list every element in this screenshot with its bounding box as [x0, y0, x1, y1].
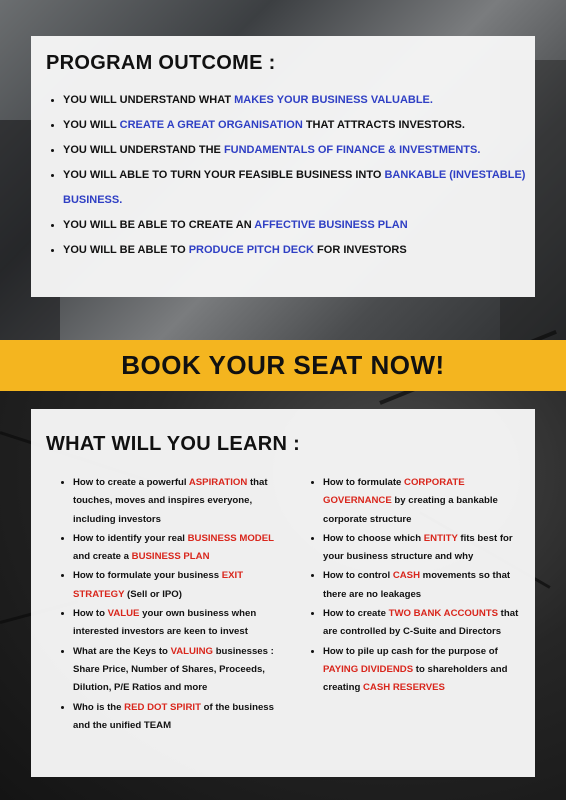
learn-highlight: RED DOT SPIRIT: [124, 701, 201, 713]
outcome-highlight: FUNDAMENTALS OF FINANCE & INVESTMENTS.: [223, 144, 481, 156]
learn-highlight: ASPIRATION: [188, 477, 248, 488]
learn-list-right: [309, 473, 533, 698]
learn-item: [73, 473, 285, 529]
learn-card: [31, 409, 535, 777]
learn-text: How to formulate: [323, 477, 405, 488]
learn-highlight: TWO BANK ACCOUNTS: [388, 608, 499, 620]
outcome-highlight: BANKABLE (INVESTABLE) BUSINESS.: [63, 169, 526, 206]
learn-highlight: ENTITY: [423, 532, 458, 544]
learn-item: [73, 604, 285, 642]
outcome-item: [63, 163, 547, 213]
learn-text: How to formulate your business: [73, 570, 222, 582]
outcome-item: [63, 138, 547, 163]
learn-text: and create a: [73, 551, 132, 563]
learn-highlight: CASH RESERVES: [363, 682, 445, 694]
outcome-text: YOU WILL: [63, 119, 120, 131]
learn-highlight: EXIT STRATEGY: [73, 570, 244, 600]
outcome-text: YOU WILL UNDERSTAND THE: [63, 144, 224, 156]
learn-item: [323, 529, 533, 567]
learn-text: to shareholders and creating: [323, 663, 508, 694]
learn-text: How to choose which: [323, 532, 424, 544]
learn-text: How to control: [323, 570, 393, 582]
outcome-highlight: MAKES YOUR BUSINESS VALUABLE.: [234, 94, 433, 106]
learn-text: businesses : Share Price, Number of Shares, Proceeds, Dilution, P/E Ratios and more: [73, 645, 274, 694]
book-seat-label: BOOK YOUR SEAT NOW!: [121, 350, 445, 380]
learn-highlight: VALUING: [170, 645, 214, 657]
outcome-highlight: PRODUCE PITCH DECK: [188, 244, 314, 256]
learn-item: [73, 529, 285, 567]
outcome-text: YOU WILL BE ABLE TO CREATE AN: [63, 219, 255, 231]
learn-item: [73, 642, 285, 698]
outcome-item: [63, 88, 547, 113]
outcome-text: YOU WILL ABLE TO TURN YOUR FEASIBLE BUSINESS INTO: [63, 169, 385, 181]
learn-item: [73, 698, 285, 736]
learn-item: [323, 604, 533, 642]
outcome-text: YOU WILL BE ABLE TO: [63, 244, 189, 256]
learn-item: [323, 642, 533, 698]
learn-text: How to identify your real: [73, 532, 188, 544]
learn-item: [73, 566, 285, 604]
outcome-list: [45, 88, 547, 263]
outcome-highlight: AFFECTIVE BUSINESS PLAN: [254, 219, 408, 231]
learn-text: What are the Keys to: [73, 645, 171, 657]
learn-text: of the business and the unified TEAM: [73, 701, 274, 731]
learn-list-left: [59, 473, 285, 735]
book-seat-banner[interactable]: [0, 340, 566, 391]
learn-text: (Sell or IPO): [124, 588, 182, 600]
learn-text: fits best for your business structure and why: [323, 532, 513, 563]
learn-text: that are controlled by C-Suite and Directors: [323, 608, 519, 638]
learn-highlight: VALUE: [107, 608, 140, 620]
learn-highlight: BUSINESS PLAN: [131, 551, 210, 563]
outcome-text: THAT ATTRACTS INVESTORS.: [302, 119, 465, 131]
learn-text: that touches, moves and inspires everyone, including investors: [73, 477, 268, 525]
learn-text: How to create a powerful: [73, 477, 189, 488]
learn-highlight: PAYING DIVIDENDS: [323, 663, 414, 675]
learn-text: your own business when interested investors are keen to invest: [73, 608, 257, 638]
learn-text: How to: [73, 608, 108, 620]
learn-text: How to create: [323, 608, 389, 620]
learn-item: [323, 473, 533, 529]
outcome-item: [63, 113, 547, 138]
outcome-item: [63, 238, 547, 263]
program-outcome-title: PROGRAM OUTCOME :: [46, 52, 276, 74]
outcome-text: YOU WILL UNDERSTAND WHAT: [63, 94, 235, 106]
learn-highlight: CORPORATE GOVERNANCE: [323, 477, 465, 507]
learn-text: How to pile up cash for the purpose of: [323, 645, 498, 657]
learn-title: WHAT WILL YOU LEARN :: [46, 433, 301, 455]
learn-text: by creating a bankable corporate structure: [323, 495, 498, 525]
outcome-highlight: CREATE A GREAT ORGANISATION: [119, 119, 303, 131]
outcome-item: [63, 213, 547, 238]
learn-item: [323, 566, 533, 604]
outcome-text: FOR INVESTORS: [314, 244, 407, 256]
learn-highlight: CASH: [392, 570, 420, 582]
learn-highlight: BUSINESS MODEL: [187, 532, 274, 544]
program-outcome-card: [31, 36, 535, 297]
learn-text: movements so that there are no leakages: [323, 570, 511, 600]
learn-text: Who is the: [73, 701, 125, 713]
